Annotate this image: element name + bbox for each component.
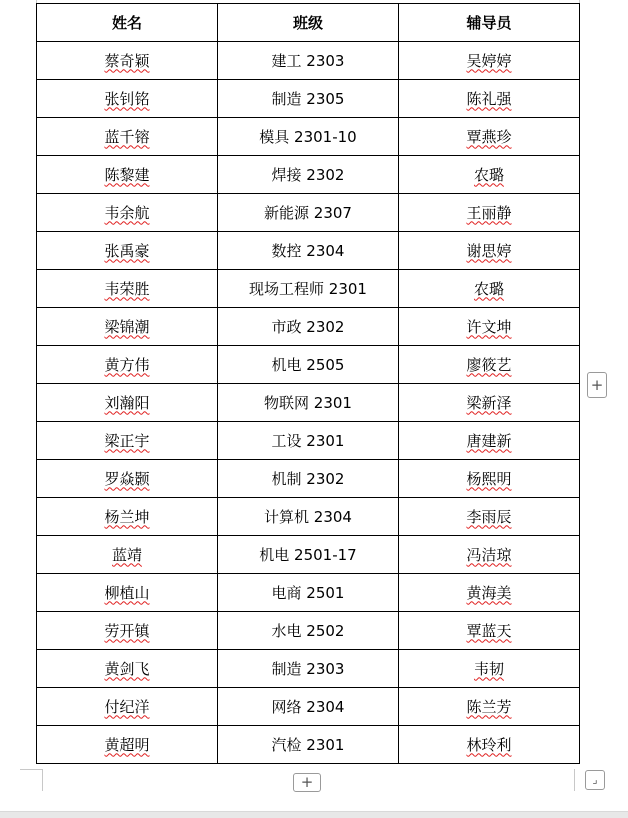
cell-counselor-text: 许文坤 [466, 317, 512, 336]
cell-class-text: 机制 2302 [271, 469, 345, 488]
cell-class[interactable] [218, 612, 399, 650]
cell-counselor[interactable] [399, 384, 580, 422]
cell-counselor[interactable] [399, 422, 580, 460]
plus-icon: + [300, 773, 314, 791]
header-cell-name[interactable]: 姓名 [37, 4, 218, 42]
cell-name[interactable] [37, 536, 218, 574]
cell-counselor-text: 黄海美 [466, 583, 512, 602]
cell-class[interactable] [218, 498, 399, 536]
cell-counselor-text: 吴婷婷 [466, 51, 512, 70]
cell-name-text: 黄超明 [104, 735, 150, 754]
cell-counselor[interactable] [399, 42, 580, 80]
cell-class[interactable] [218, 308, 399, 346]
header-cell-class[interactable]: 班级 [218, 4, 399, 42]
table-row [37, 460, 580, 498]
cell-counselor-text: 冯洁琼 [466, 545, 512, 564]
cell-class-text: 市政 2302 [271, 317, 345, 336]
cell-counselor[interactable] [399, 688, 580, 726]
cell-counselor-text: 梁新泽 [466, 393, 512, 412]
table-row [37, 80, 580, 118]
cell-counselor-text: 农璐 [473, 279, 504, 298]
cell-counselor[interactable] [399, 536, 580, 574]
cell-name[interactable] [37, 232, 218, 270]
table-row [37, 726, 580, 764]
cell-class[interactable] [218, 460, 399, 498]
cell-class-text: 现场工程师 2301 [249, 279, 367, 298]
table-row [37, 650, 580, 688]
table-row [37, 688, 580, 726]
cell-counselor[interactable] [399, 194, 580, 232]
cell-class-text: 机电 2505 [271, 355, 345, 374]
cell-counselor-text: 廖筱艺 [466, 355, 512, 374]
margin-mark-bottom-left [20, 769, 42, 770]
cell-class[interactable] [218, 726, 399, 764]
table-row [37, 574, 580, 612]
cell-class-text: 制造 2305 [271, 89, 345, 108]
cell-name[interactable] [37, 384, 218, 422]
table-row [37, 118, 580, 156]
cell-counselor-text: 陈兰芳 [466, 697, 512, 716]
cell-counselor[interactable] [399, 650, 580, 688]
cell-name-text: 付纪洋 [104, 697, 150, 716]
cell-name[interactable] [37, 460, 218, 498]
cell-name[interactable] [37, 346, 218, 384]
cell-name-text: 韦荣胜 [104, 279, 150, 298]
cell-counselor-text: 韦韧 [473, 659, 504, 678]
cell-class[interactable] [218, 118, 399, 156]
table-resize-icon: ⌟ [592, 773, 598, 786]
cell-class[interactable] [218, 346, 399, 384]
cell-class-text: 汽检 2301 [271, 735, 345, 754]
cell-class-text: 焊接 2302 [271, 165, 345, 184]
cell-class[interactable] [218, 232, 399, 270]
table-row [37, 270, 580, 308]
cell-name[interactable] [37, 726, 218, 764]
cell-counselor[interactable] [399, 460, 580, 498]
cell-counselor-text: 覃蓝天 [466, 621, 512, 640]
cell-name[interactable] [37, 688, 218, 726]
cell-name-text: 蓝靖 [111, 545, 142, 564]
cell-class[interactable] [218, 384, 399, 422]
cell-name-text: 劳开镇 [104, 621, 150, 640]
cell-class-text: 物联网 2301 [264, 393, 352, 412]
table-resize-handle[interactable] [585, 770, 605, 790]
cell-class[interactable] [218, 42, 399, 80]
cell-class-text: 机电 2501-17 [259, 545, 357, 564]
cell-class[interactable] [218, 650, 399, 688]
cell-name-text: 刘瀚阳 [104, 393, 150, 412]
table-body [37, 42, 580, 764]
margin-mark-bottom-left-v [42, 769, 43, 791]
cell-class-text: 电商 2501 [271, 583, 345, 602]
cell-counselor[interactable] [399, 232, 580, 270]
cell-name[interactable] [37, 156, 218, 194]
cell-class-text: 数控 2304 [271, 241, 345, 260]
cell-class[interactable] [218, 156, 399, 194]
table-row [37, 346, 580, 384]
cell-counselor[interactable] [399, 80, 580, 118]
cell-class-text: 模具 2301-10 [259, 127, 357, 146]
cell-counselor[interactable] [399, 308, 580, 346]
table-row [37, 384, 580, 422]
cell-counselor-text: 李雨辰 [466, 507, 512, 526]
cell-counselor-text: 覃燕珍 [466, 127, 512, 146]
cell-name-text: 柳植山 [104, 583, 150, 602]
student-roster-table[interactable] [36, 3, 580, 764]
cell-class-text: 计算机 2304 [264, 507, 352, 526]
cell-name-text: 陈黎建 [104, 165, 150, 184]
cell-name-text: 张钊铭 [104, 89, 150, 108]
cell-counselor-text: 谢思婷 [466, 241, 512, 260]
table-row [37, 308, 580, 346]
table-header-row [37, 4, 580, 42]
cell-class[interactable] [218, 270, 399, 308]
cell-name-text: 张禹豪 [104, 241, 150, 260]
cell-name[interactable] [37, 194, 218, 232]
cell-counselor-text: 农璐 [473, 165, 504, 184]
table-row [37, 612, 580, 650]
cell-name-text: 罗焱颢 [104, 469, 150, 488]
cell-name[interactable] [37, 270, 218, 308]
cell-counselor[interactable] [399, 498, 580, 536]
cell-name[interactable] [37, 308, 218, 346]
cell-name-text: 韦余航 [104, 203, 150, 222]
cell-counselor[interactable] [399, 612, 580, 650]
cell-class[interactable] [218, 536, 399, 574]
cell-counselor[interactable] [399, 118, 580, 156]
cell-name[interactable] [37, 42, 218, 80]
table-row [37, 42, 580, 80]
cell-class-text: 建工 2303 [271, 51, 345, 70]
cell-class[interactable] [218, 574, 399, 612]
cell-counselor[interactable] [399, 156, 580, 194]
plus-icon: + [590, 376, 604, 394]
cell-name-text: 蓝千镕 [104, 127, 150, 146]
cell-name-text: 蔡奇颖 [104, 51, 150, 70]
cell-counselor-text: 林玲利 [466, 735, 512, 754]
cell-counselor-text: 王丽静 [466, 203, 512, 222]
cell-class[interactable] [218, 194, 399, 232]
cell-counselor[interactable] [399, 726, 580, 764]
cell-class[interactable] [218, 688, 399, 726]
cell-class[interactable] [218, 422, 399, 460]
cell-name-text: 梁锦潮 [104, 317, 150, 336]
table-row [37, 232, 580, 270]
table-row [37, 498, 580, 536]
cell-class-text: 新能源 2307 [264, 203, 352, 222]
cell-name-text: 梁正宇 [104, 431, 150, 450]
cell-class-text: 工设 2301 [271, 431, 345, 450]
cell-class-text: 网络 2304 [271, 697, 345, 716]
cell-name[interactable] [37, 422, 218, 460]
cell-counselor[interactable] [399, 574, 580, 612]
cell-name[interactable] [37, 80, 218, 118]
header-cell-counselor[interactable]: 辅导员 [399, 4, 580, 42]
cell-name-text: 黄方伟 [104, 355, 150, 374]
cell-name[interactable] [37, 650, 218, 688]
table-row [37, 156, 580, 194]
cell-counselor-text: 杨熙明 [466, 469, 512, 488]
add-column-button[interactable] [587, 372, 607, 398]
cell-name-text: 杨兰坤 [104, 507, 150, 526]
table-row [37, 194, 580, 232]
cell-class[interactable] [218, 80, 399, 118]
cell-counselor-text: 陈礼强 [466, 89, 512, 108]
cell-name[interactable] [37, 574, 218, 612]
cell-name[interactable] [37, 612, 218, 650]
cell-name[interactable] [37, 118, 218, 156]
cell-class-text: 水电 2502 [271, 621, 345, 640]
table-row [37, 536, 580, 574]
cell-counselor[interactable] [399, 346, 580, 384]
margin-mark-bottom-right [574, 769, 575, 791]
cell-class-text: 制造 2303 [271, 659, 345, 678]
add-row-button[interactable] [293, 773, 321, 792]
cell-name-text: 黄剑飞 [104, 659, 150, 678]
cell-counselor-text: 唐建新 [466, 431, 512, 450]
table-row [37, 422, 580, 460]
cell-counselor[interactable] [399, 270, 580, 308]
cell-name[interactable] [37, 498, 218, 536]
